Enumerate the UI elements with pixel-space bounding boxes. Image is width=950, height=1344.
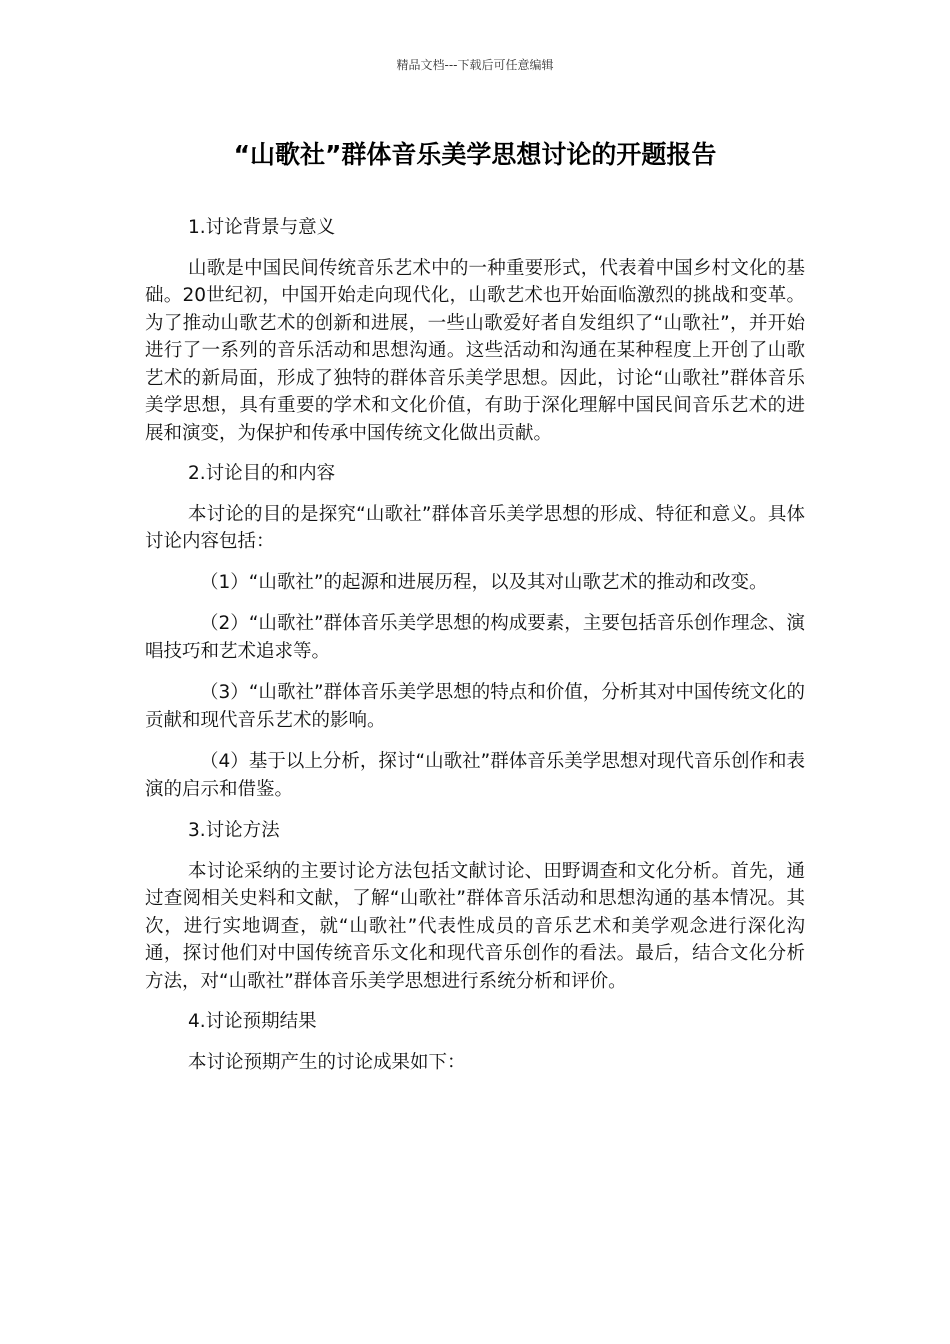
list-item: （1）“山歌社”的起源和进展历程，以及其对山歌艺术的推动和改变。 <box>200 571 768 593</box>
paragraph-background: 山歌是中国民间传统音乐艺术中的一种重要形式，代表着中国乡村文化的基础。20世纪初，中国开始走向现代化，山歌艺术也开始面临激烈的挑战和变革。为了推动山歌艺术的创新和进展，一些山歌爱好者自发组织了“山歌社”，并开始进行了一系列的音乐活动和思想沟通。这些活动和沟通在某种程度上开创了山歌艺术的新局面，形成了独特的群体音乐美学思想。因此，讨论“山歌社”群体音乐美学思想，具有重要的学术和文化价值，有助于深化理解中国民间音乐艺术的进展和演变，为保护和传承中国传统文化做出贡献。 <box>145 257 805 444</box>
paragraph-purpose: 本讨论的目的是探究“山歌社”群体音乐美学思想的形成、特征和意义。具体讨论内容包括： <box>145 503 805 552</box>
paragraph-results: 本讨论预期产生的讨论成果如下： <box>188 1051 466 1073</box>
list-item: （4）基于以上分析，探讨“山歌社”群体音乐美学思想对现代音乐创作和表演的启示和借鉴。 <box>145 751 805 800</box>
list-item: （3）“山歌社”群体音乐美学思想的特点和价值，分析其对中国传统文化的贡献和现代音乐艺术的影响。 <box>145 682 805 731</box>
section-heading-background: 1.讨论背景与意义 <box>188 217 336 238</box>
page-header: 精品文档---下载后可任意编辑 <box>396 58 554 72</box>
section-heading-method: 3.讨论方法 <box>188 820 280 841</box>
document-body <box>145 214 805 1089</box>
document-title: “山歌社”群体音乐美学思想讨论的开题报告 <box>233 140 717 169</box>
section-heading-purpose: 2.讨论目的和内容 <box>188 463 336 484</box>
section-heading-results: 4.讨论预期结果 <box>188 1011 317 1032</box>
list-item: （2）“山歌社”群体音乐美学思想的构成要素，主要包括音乐创作理念、演唱技巧和艺术追求等。 <box>145 613 805 662</box>
paragraph-method: 本讨论采纳的主要讨论方法包括文献讨论、田野调查和文化分析。首先，通过查阅相关史料和文献，了解“山歌社”群体音乐活动和思想沟通的基本情况。其次，进行实地调查，就“山歌社”代表性成员的音乐艺术和美学观念进行深化沟通，探讨他们对中国传统音乐文化和现代音乐创作的看法。最后，结合文化分析方法，对“山歌社”群体音乐美学思想进行系统分析和评价。 <box>145 860 805 992</box>
